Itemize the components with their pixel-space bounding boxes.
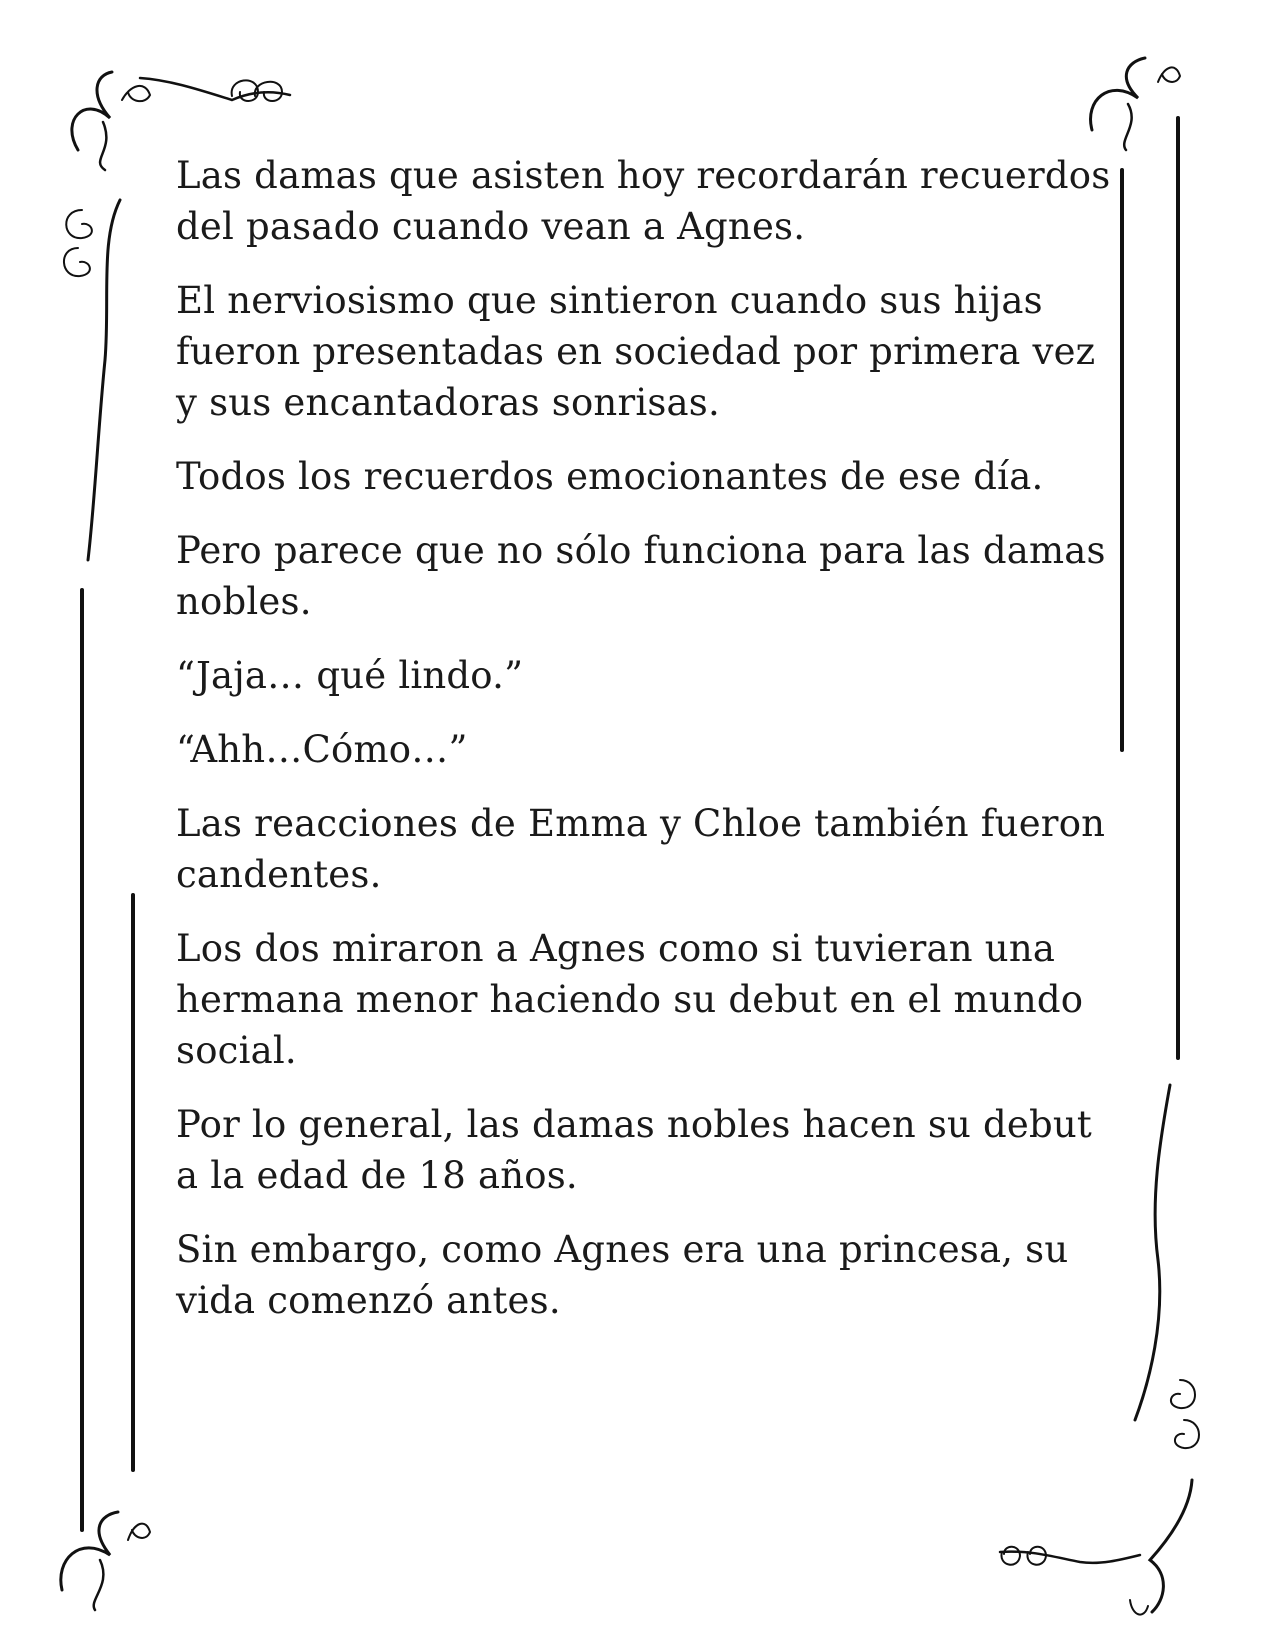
paragraph-7: Las reacciones de Emma y Chloe también fueron candentes. [176, 802, 1106, 896]
page-text [176, 150, 1116, 1349]
top-right-flourish-ornament [1091, 58, 1180, 150]
paragraph-6-dialogue: “Ahh…Cómo…” [176, 728, 468, 771]
paragraph-9: Por lo general, las damas nobles hacen su debut a la edad de 18 años. [176, 1103, 1092, 1197]
paragraph-1: Las damas que asisten hoy recordarán recuerdos del pasado cuando vean a Agnes. [176, 154, 1111, 248]
paragraph-2: El nerviosismo que sintieron cuando sus hijas fueron presentadas en sociedad por primera vez y sus encantadoras sonrisas. [176, 279, 1096, 424]
bottom-left-flourish-ornament [61, 1512, 150, 1610]
paragraph-4: Pero parece que no sólo funciona para las damas nobles. [176, 529, 1106, 623]
paragraph-10: Sin embargo, como Agnes era una princesa, su vida comenzó antes. [176, 1228, 1069, 1322]
paragraph-3: Todos los recuerdos emocionantes de ese día. [176, 455, 1044, 498]
paragraph-5-dialogue: “Jaja… qué lindo.” [176, 654, 524, 697]
paragraph-8: Los dos miraron a Agnes como si tuvieran una hermana menor haciendo su debut en el mundo social. [176, 927, 1084, 1072]
